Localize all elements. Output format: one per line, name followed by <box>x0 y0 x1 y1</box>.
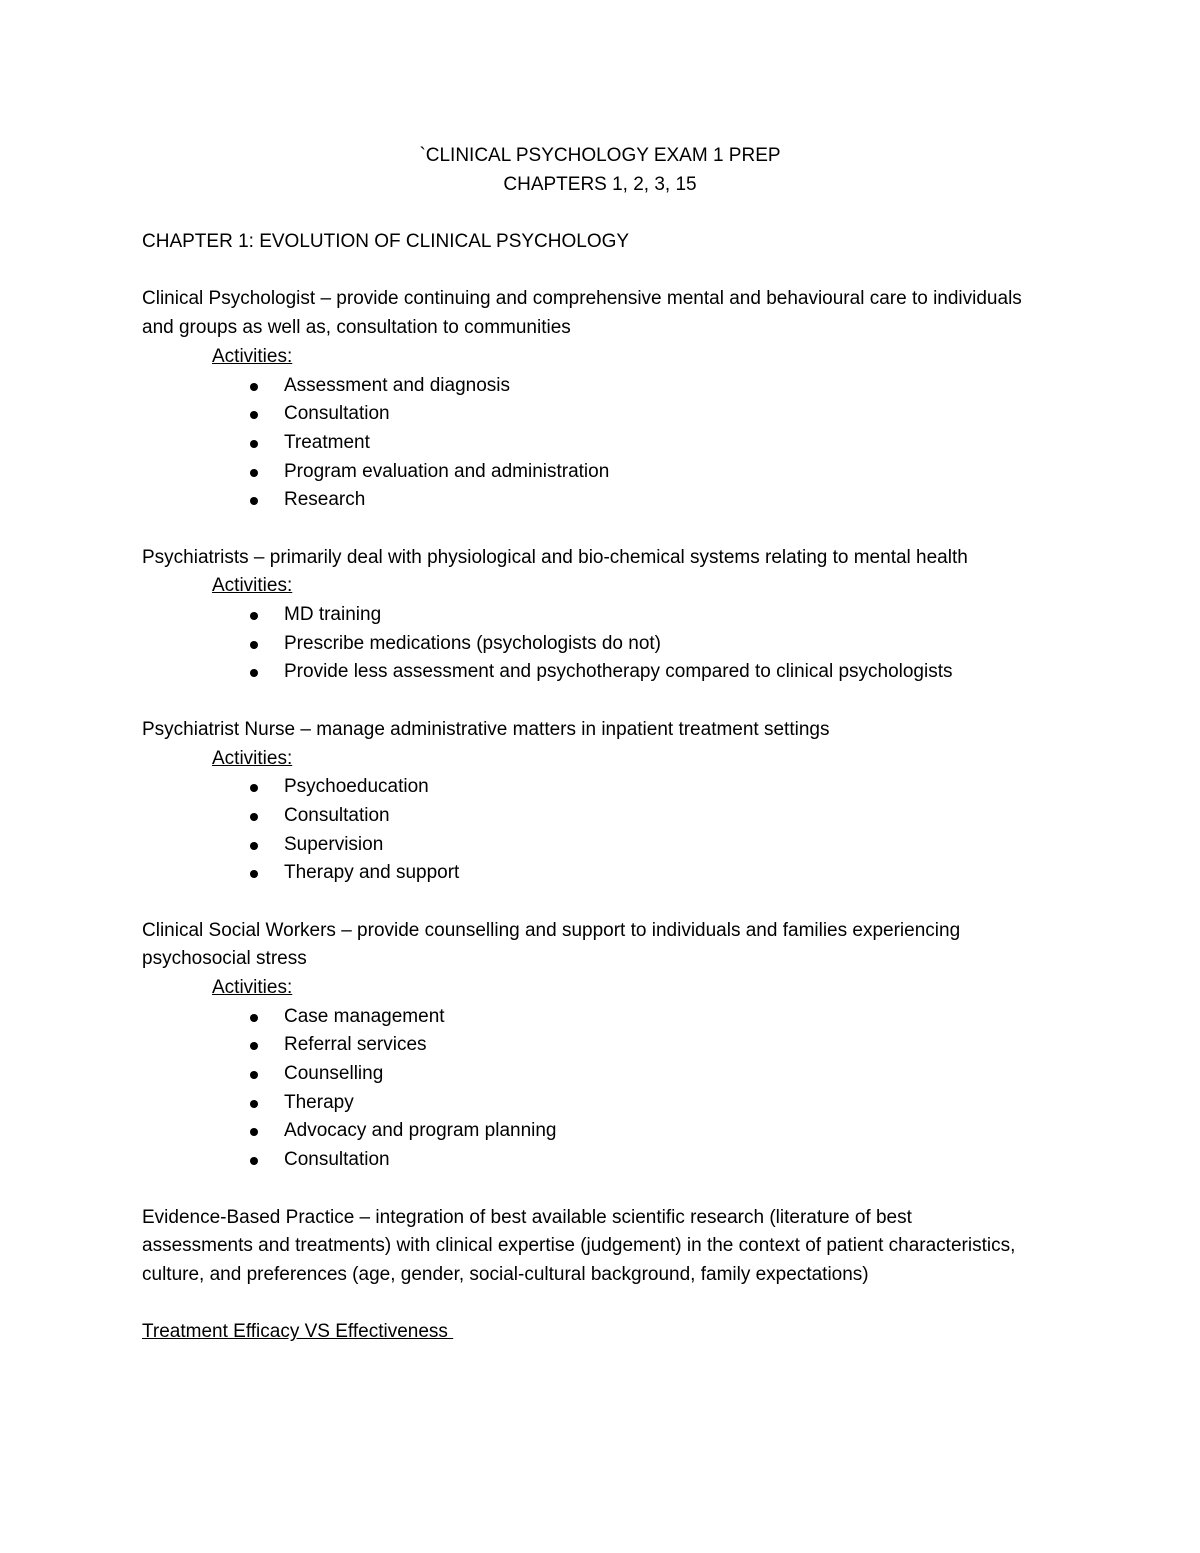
bullet-icon <box>250 842 258 850</box>
activities-list-psychiatrists <box>142 601 1042 687</box>
list-item: Consultation <box>250 400 1042 429</box>
bullet-icon <box>250 1100 258 1108</box>
bullet-icon <box>250 1071 258 1079</box>
bullet-icon <box>250 641 258 649</box>
bullet-icon <box>250 669 258 677</box>
bullet-icon <box>250 383 258 391</box>
bullet-icon <box>250 612 258 620</box>
bullet-icon <box>250 1014 258 1022</box>
list-item: Advocacy and program planning <box>250 1117 1042 1146</box>
bullet-icon <box>250 1128 258 1136</box>
bullet-icon <box>250 411 258 419</box>
list-item: Case management <box>250 1003 1042 1032</box>
activities-list-clinical-social-workers <box>142 1003 1042 1175</box>
definition-clinical-social-workers: Clinical Social Workers – provide counselling and support to individuals and families experiencing psychosocial stress <box>142 919 961 970</box>
bullet-icon <box>250 1042 258 1050</box>
list-item: Referral services <box>250 1031 1042 1060</box>
list-item: Therapy and support <box>250 859 1042 888</box>
activities-list-clinical-psychologist <box>142 372 1042 515</box>
activities-label: Activities: <box>212 977 293 999</box>
bullet-icon <box>250 440 258 448</box>
list-item: Psychoeducation <box>250 773 1042 802</box>
list-item: MD training <box>250 601 1042 630</box>
bullet-icon <box>250 870 258 878</box>
bullet-icon <box>250 469 258 477</box>
bullet-icon <box>250 1157 258 1165</box>
definition-evidence-based-practice: Evidence-Based Practice – integration of best available scientific research (literature of best assessments and treatments) with clinical expertise (judgement) in the context of patient characteristics, culture, and preferences (age, gender, social-cultural background, family expectations) <box>142 1206 1016 1285</box>
efficacy-heading: Treatment Efficacy VS Effectiveness <box>142 1321 454 1343</box>
activities-label: Activities: <box>212 747 293 769</box>
list-item: Provide less assessment and psychotherapy compared to clinical psychologists <box>250 658 1042 687</box>
list-item: Research <box>250 486 1042 515</box>
list-item: Treatment <box>250 429 1042 458</box>
definition-psychiatrists: Psychiatrists – primarily deal with physiological and bio-chemical systems relating to mental health <box>142 546 968 568</box>
list-item: Counselling <box>250 1060 1042 1089</box>
definition-psychiatrist-nurse: Psychiatrist Nurse – manage administrative matters in inpatient treatment settings <box>142 718 830 740</box>
document-page <box>142 142 1042 1347</box>
list-item: Supervision <box>250 831 1042 860</box>
list-item: Assessment and diagnosis <box>250 372 1042 401</box>
list-item: Consultation <box>250 1146 1042 1175</box>
document-subtitle: CHAPTERS 1, 2, 3, 15 <box>503 173 697 195</box>
list-item: Consultation <box>250 802 1042 831</box>
chapter-heading: CHAPTER 1: EVOLUTION OF CLINICAL PSYCHOLOGY <box>142 231 630 253</box>
definition-clinical-psychologist: Clinical Psychologist – provide continuing and comprehensive mental and behavioural care to individuals and groups as well as, consultation to communities <box>142 288 1022 339</box>
bullet-icon <box>250 497 258 505</box>
document-title: `CLINICAL PSYCHOLOGY EXAM 1 PREP <box>419 145 781 166</box>
bullet-icon <box>250 784 258 792</box>
activities-label: Activities: <box>212 345 293 367</box>
list-item: Prescribe medications (psychologists do not) <box>250 630 1042 659</box>
bullet-icon <box>250 813 258 821</box>
activities-label: Activities: <box>212 575 293 597</box>
list-item: Program evaluation and administration <box>250 458 1042 487</box>
list-item: Therapy <box>250 1089 1042 1118</box>
activities-list-psychiatrist-nurse <box>142 773 1042 888</box>
